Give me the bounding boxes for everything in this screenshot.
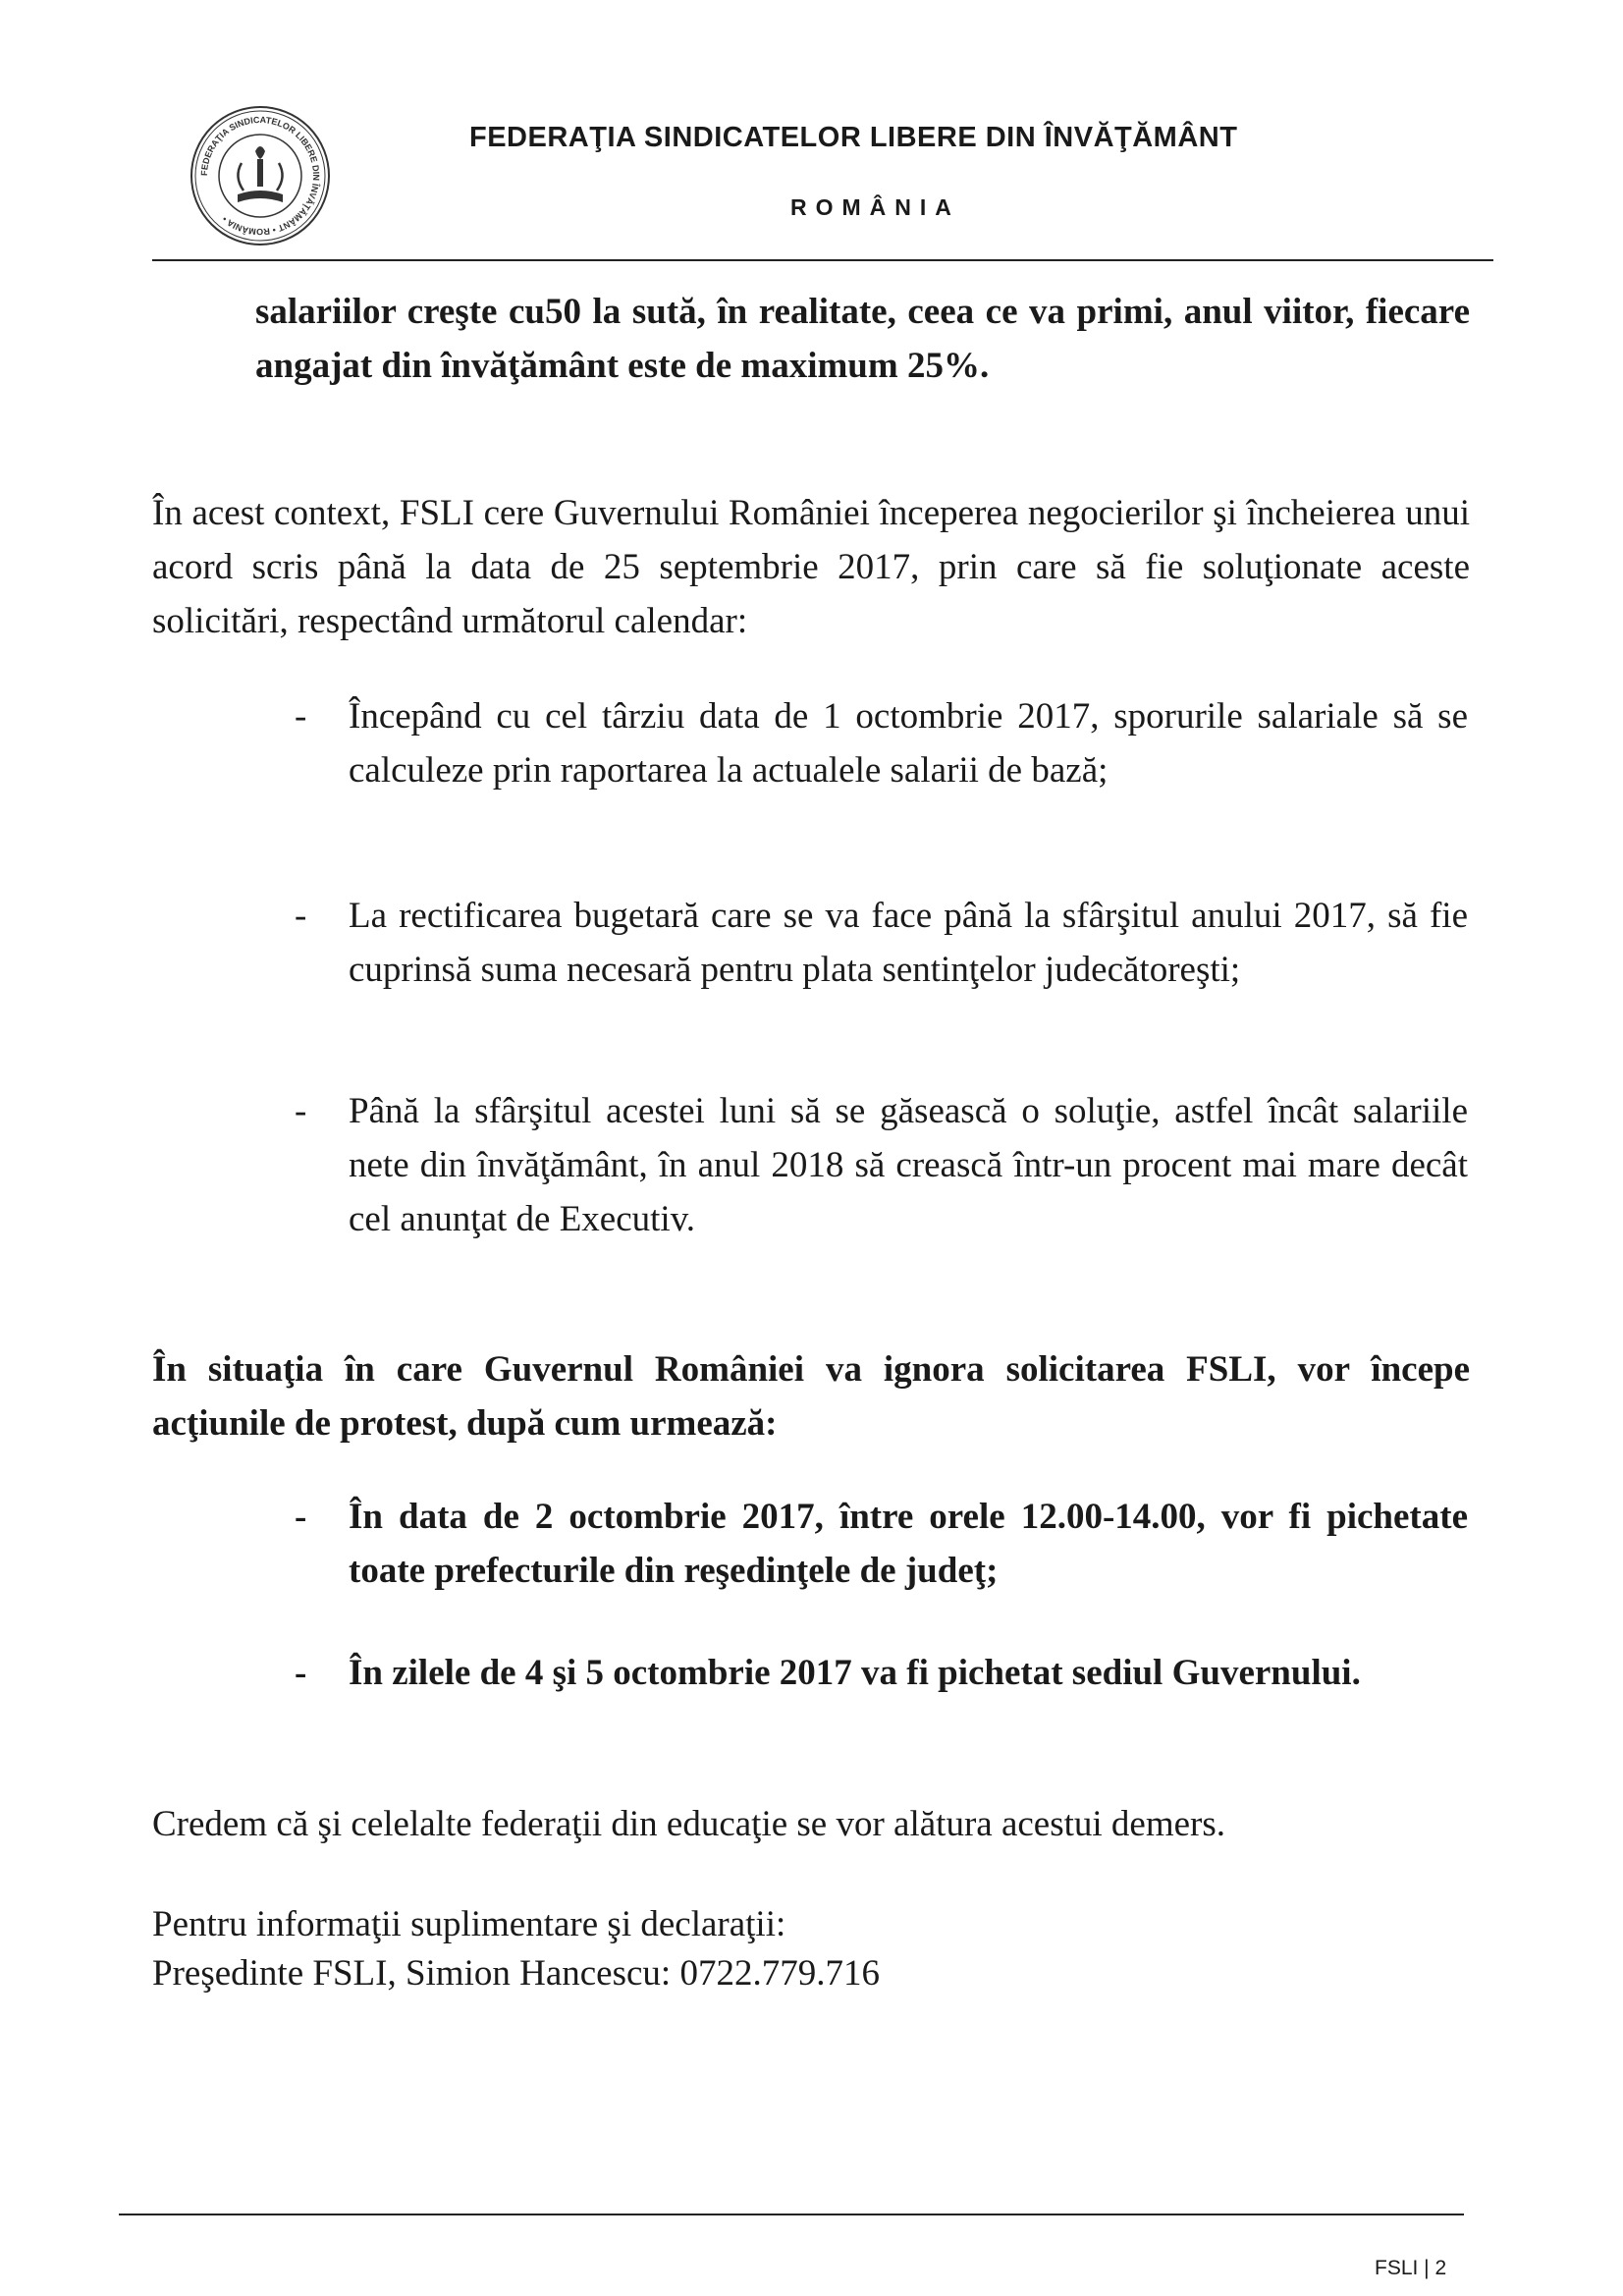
list-dash: - xyxy=(295,696,307,737)
situation-paragraph: În situaţia în care Guvernul României va ignora solicitarea FSLI, vor începe acţiunile de protest, după cum urmează: xyxy=(152,1349,1470,1444)
logo-ring-text: FEDERAŢIA SINDICATELOR LIBERE DIN ÎNVĂŢĂMÂNT • ROMÂNIA • xyxy=(198,114,322,238)
calendar-item-text: Începând cu cel târziu data de 1 octombrie 2017, sporurile salariale să se calculeze prin raportarea la actualele salarii de bază; xyxy=(349,696,1468,791)
context-paragraph: În acest context, FSLI cere Guvernului României începerea negocierilor şi încheierea unui acord scris până la data de 25 septembrie 2017, prin care să fie soluţionate aceste solicitări, respectând următorul calendar: xyxy=(152,493,1470,641)
page-number: FSLI | 2 xyxy=(1375,2257,1447,2279)
contact-line: Preşedinte FSLI, Simion Hancescu: 0722.779.716 xyxy=(152,1953,880,1994)
lead-paragraph: salariilor creşte cu50 la sută, în realitate, ceea ce va primi, anul viitor, fiecare angajat din învăţământ este de maximum 25%. xyxy=(255,292,1470,386)
calendar-item xyxy=(295,1084,1468,1246)
protest-item-text: În zilele de 4 şi 5 octombrie 2017 va fi pichetat sediul Guvernului. xyxy=(349,1653,1361,1693)
protest-item xyxy=(295,1490,1468,1598)
list-dash: - xyxy=(295,1091,307,1131)
footer-divider xyxy=(119,2214,1464,2215)
protest-item-text: În data de 2 octombrie 2017, între orele 12.00-14.00, vor fi pichetate toate prefecturile din reşedinţele de judeţ; xyxy=(349,1497,1468,1591)
calendar-item-text: Până la sfârşitul acestei luni să se găsească o soluţie, astfel încât salariile nete din învăţământ, în anul 2018 să crească într-un procent mai mare decât cel anunţat de Executiv. xyxy=(349,1091,1468,1239)
header-divider xyxy=(152,259,1493,261)
header-subtitle: ROMÂNIA xyxy=(790,194,960,220)
fsli-logo xyxy=(189,104,332,247)
calendar-item xyxy=(295,889,1468,997)
list-dash: - xyxy=(295,1653,307,1693)
header-title: FEDERAŢIA SINDICATELOR LIBERE DIN ÎNVĂŢĂMÂNT xyxy=(469,122,1238,153)
calendar-item-text: La rectificarea bugetară care se va face până la sfârşitul anului 2017, să fie cuprinsă suma necesară pentru plata sentinţelor judecătoreşti; xyxy=(349,896,1468,990)
protest-item xyxy=(295,1646,1468,1700)
calendar-item xyxy=(295,689,1468,797)
list-dash: - xyxy=(295,896,307,936)
info-label: Pentru informaţii suplimentare şi declaraţii: xyxy=(152,1904,786,1944)
list-dash: - xyxy=(295,1497,307,1537)
closing-statement: Credem că şi celelalte federaţii din educaţie se vor alătura acestui demers. xyxy=(152,1804,1226,1844)
